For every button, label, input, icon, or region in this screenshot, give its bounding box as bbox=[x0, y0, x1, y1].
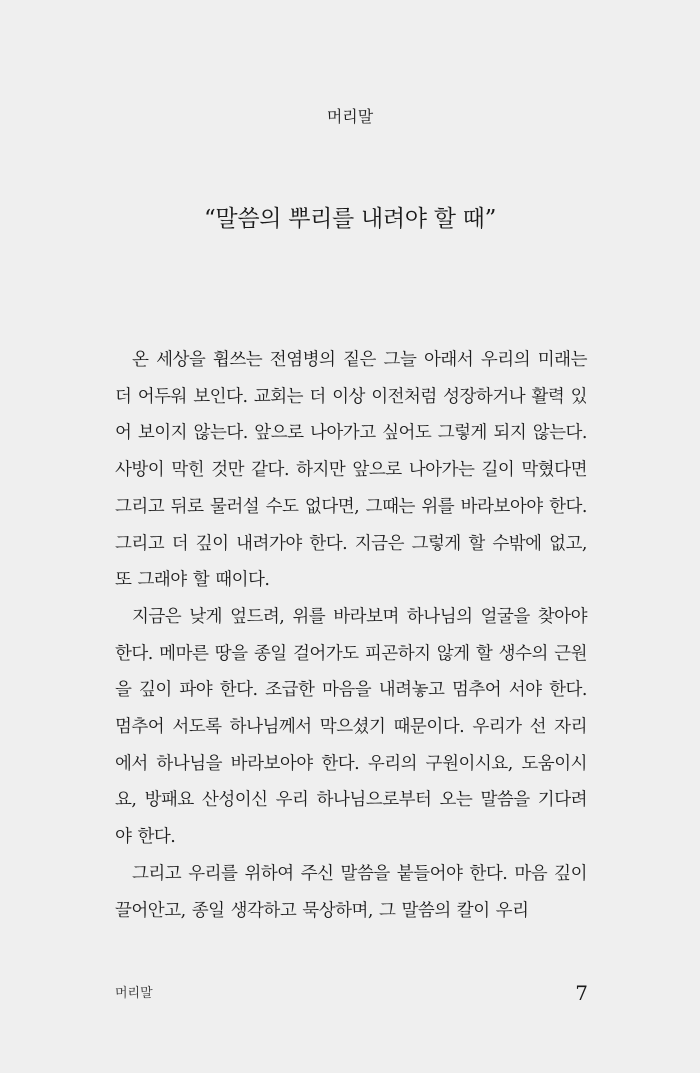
paragraph-3: 그리고 우리를 위하여 주신 말씀을 붙들어야 한다. 마음 깊이 끌어안고, 종일 생각하고 묵상하며, 그 말씀의 칼이 우리 bbox=[115, 863, 587, 921]
page-number: 7 bbox=[575, 981, 588, 1005]
section-label: 머리말 bbox=[326, 109, 374, 126]
paragraph-2: 지금은 낮게 엎드려, 위를 바라보며 하나님의 얼굴을 찾아야 한다. 메마른 땅을 종일 걸어가도 피곤하지 않게 할 생수의 근원을 깊이 파야 한다. 조급한 마음을 내려놓고 멈추어 서야 한다. 멈추어 서도록 하나님께서 막으셨기 때문이다. 우리가 선 자리에서 하나님을 바라보아야 한다. 우리의 구원이시요, 도움이시요, 방패요 산성이신 우리 하나님으로부터 오는 말씀을 기다려야 한다. bbox=[115, 606, 587, 848]
footer-running-title: 머리말 bbox=[115, 985, 153, 1000]
chapter-title: “말씀의 뿌리를 내려야 할 때” bbox=[203, 206, 497, 232]
paragraph-1: 온 세상을 휩쓰는 전염병의 짙은 그늘 아래서 우리의 미래는 더 어두워 보인다. 교회는 더 이상 이전처럼 성장하거나 활력 있어 보이지 않는다. 앞으로 나아가고 싶어도 그렇게 되지 않는다. 사방이 막힌 것만 같다. 하지만 앞으로 나아가는 길이 막혔다면 그리고 뒤로 물러설 수도 없다면, 그때는 위를 바라보아야 한다. 그리고 더 깊이 내려가야 한다. 지금은 그렇게 할 수밖에 없고, 또 그래야 할 때이다. bbox=[115, 350, 587, 591]
body-text bbox=[115, 342, 587, 929]
